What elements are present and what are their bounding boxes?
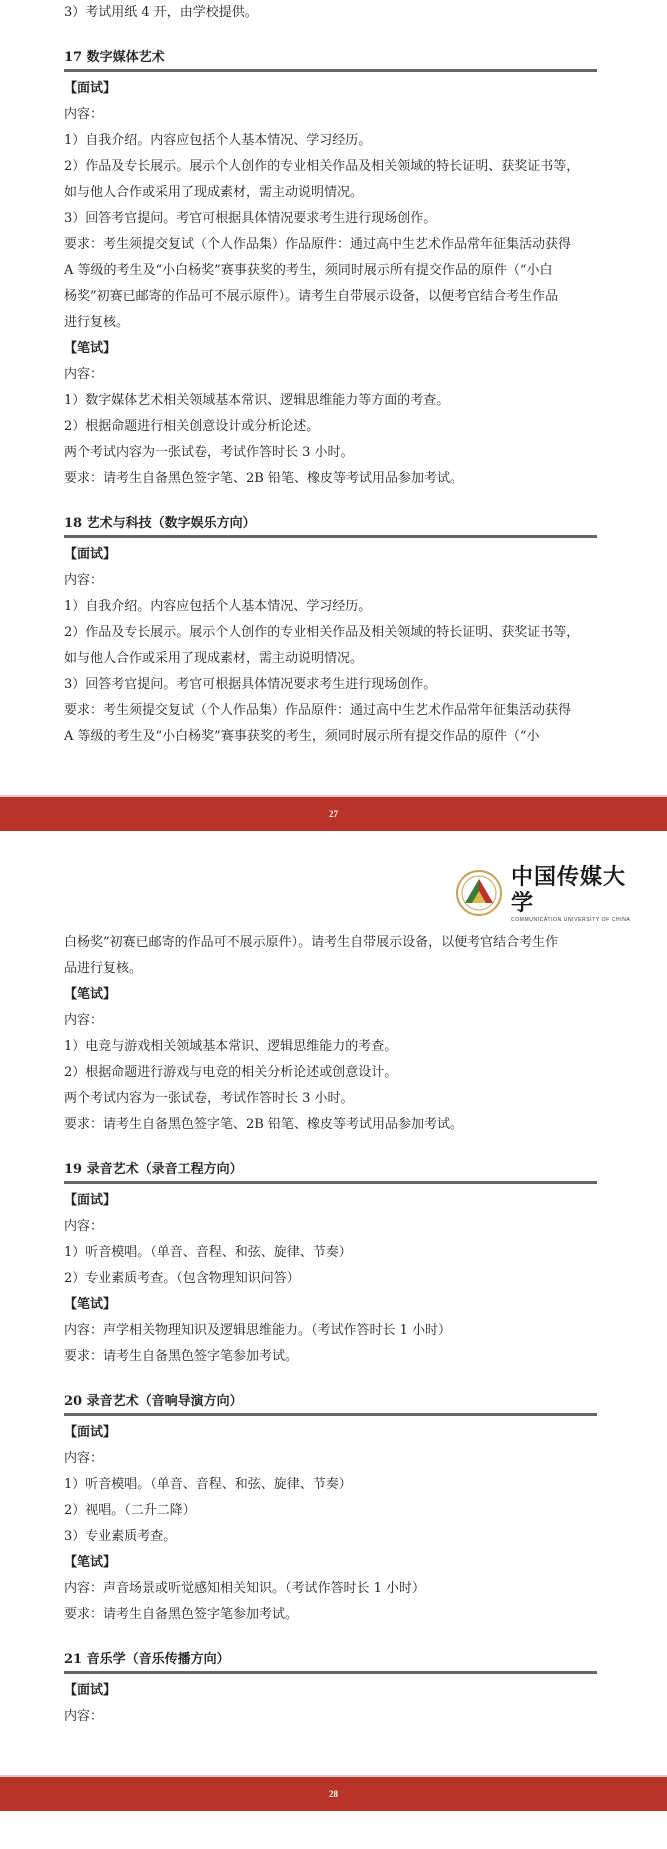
section-divider (64, 1413, 597, 1416)
paragraph-line: 2）根据命题进行游戏与电竞的相关分析论述或创意设计。 (64, 1065, 398, 1080)
logo-chinese-name: 中国传媒大学 (511, 863, 627, 916)
interview-heading: 【面试】 (64, 81, 117, 96)
paragraph-line: 杨奖”初赛已邮寄的作品可不展示原件）。请考生自带展示设备，以便考官结合考生作品 (64, 289, 559, 304)
paragraph-line: 2）视唱。（二升二降） (64, 1503, 196, 1518)
paragraph-line: 内容：声学相关物理知识及逻辑思维能力。（考试作答时长 1 小时） (64, 1323, 452, 1338)
logo-english-name: COMMUNICATION UNIVERSITY OF CHINA (511, 916, 631, 923)
paragraph-line: 要求：请考生自备黑色签字笔参加考试。 (64, 1349, 299, 1364)
paragraph-line: 如与他人合作或采用了现成素材，需主动说明情况。 (64, 651, 364, 666)
paragraph-line: 白杨奖”初赛已邮寄的作品可不展示原件）。请考生自带展示设备，以便考官结合考生作 (64, 935, 559, 950)
paragraph-line: 要求：考生须提交复试（个人作品集）作品原件：通过高中生艺术作品常年征集活动获得 (64, 703, 572, 718)
paragraph-line: 2）作品及专长展示。展示个人创作的专业相关作品及相关领域的特长证明、获奖证书等， (64, 625, 580, 640)
paragraph-line: 如与他人合作或采用了现成素材，需主动说明情况。 (64, 185, 364, 200)
content-label: 内容： (64, 573, 104, 588)
section-title-21: 21 音乐学（音乐传播方向） (64, 1652, 230, 1667)
interview-heading: 【面试】 (64, 1193, 117, 1208)
paragraph-line: 品进行复核。 (64, 961, 143, 976)
next-page-top (0, 1811, 667, 1849)
paragraph-line: 要求：考生须提交复试（个人作品集）作品原件：通过高中生艺术作品常年征集活动获得 (64, 237, 572, 252)
paragraph-line: 1）听音模唱。（单音、音程、和弦、旋律、节奏） (64, 1245, 352, 1260)
content-label: 内容： (64, 1013, 104, 1028)
paragraph-line: 两个考试内容为一张试卷，考试作答时长 3 小时。 (64, 1091, 354, 1106)
paragraph-line: 要求：请考生自备黑色签字笔参加考试。 (64, 1607, 299, 1622)
paragraph-line: A 等级的考生及“小白杨奖”赛事获奖的考生，须同时展示所有提交作品的原件（“小白 (64, 263, 553, 278)
paragraph-line: 1）数字媒体艺术相关领域基本常识、逻辑思维能力等方面的考查。 (64, 393, 450, 408)
section-divider (64, 535, 597, 538)
page-number: 28 (329, 1789, 338, 1799)
interview-heading: 【面试】 (64, 1425, 117, 1440)
paragraph-line: 两个考试内容为一张试卷，考试作答时长 3 小时。 (64, 445, 354, 460)
paragraph-line: 要求：请考生自备黑色签字笔、2B 铅笔、橡皮等考试用品参加考试。 (64, 1117, 463, 1132)
section-divider (64, 1181, 597, 1184)
paragraph-line: A 等级的考生及“小白杨奖”赛事获奖的考生，须同时展示所有提交作品的原件（“小 (64, 729, 540, 744)
content-label: 内容： (64, 367, 104, 382)
document-page-27 (0, 0, 667, 795)
paragraph-line: 3）回答考官提问。考官可根据具体情况要求考生进行现场创作。 (64, 211, 437, 226)
interview-heading: 【面试】 (64, 1683, 117, 1698)
university-seal-icon (455, 869, 503, 917)
section-divider (64, 69, 597, 72)
page-footer-27 (0, 797, 667, 831)
section-title-18: 18 艺术与科技（数字娱乐方向） (64, 516, 256, 531)
paragraph-line: 2）专业素质考查。（包含物理知识问答） (64, 1271, 300, 1286)
paragraph-line: 内容：声音场景或听觉感知相关知识。（考试作答时长 1 小时） (64, 1581, 426, 1596)
university-logo (455, 863, 645, 923)
interview-heading: 【面试】 (64, 547, 117, 562)
content-label: 内容： (64, 1451, 104, 1466)
section-title-19: 19 录音艺术（录音工程方向） (64, 1162, 243, 1177)
page-footer-28 (0, 1777, 667, 1811)
section-divider (64, 1671, 597, 1674)
paragraph-line: 2）作品及专长展示。展示个人创作的专业相关作品及相关领域的特长证明、获奖证书等， (64, 159, 580, 174)
paragraph-line: 1）自我介绍。内容应包括个人基本情况、学习经历。 (64, 599, 372, 614)
content-label: 内容： (64, 1219, 104, 1234)
written-heading: 【笔试】 (64, 1297, 117, 1312)
content-label: 内容： (64, 1709, 104, 1724)
paragraph-line: 3）专业素质考查。 (64, 1529, 177, 1544)
page-body (64, 930, 597, 1730)
page-number: 27 (329, 809, 338, 819)
content-label: 内容： (64, 107, 104, 122)
paragraph-line: 2）根据命题进行相关创意设计或分析论述。 (64, 419, 320, 434)
written-heading: 【笔试】 (64, 341, 117, 356)
page-body (64, 0, 597, 750)
paragraph-line: 1）自我介绍。内容应包括个人基本情况、学习经历。 (64, 133, 372, 148)
section-title-20: 20 录音艺术（音响导演方向） (64, 1394, 243, 1409)
paragraph-line: 3）考试用纸 4 开，由学校提供。 (64, 5, 258, 20)
paragraph-line: 进行复核。 (64, 315, 130, 330)
written-heading: 【笔试】 (64, 1555, 117, 1570)
paragraph-line: 1）听音模唱。（单音、音程、和弦、旋律、节奏） (64, 1477, 352, 1492)
paragraph-line: 3）回答考官提问。考官可根据具体情况要求考生进行现场创作。 (64, 677, 437, 692)
written-heading: 【笔试】 (64, 987, 117, 1002)
paragraph-line: 1）电竞与游戏相关领域基本常识、逻辑思维能力的考查。 (64, 1039, 398, 1054)
section-title-17: 17 数字媒体艺术 (64, 50, 165, 65)
paragraph-line: 要求：请考生自备黑色签字笔、2B 铅笔、橡皮等考试用品参加考试。 (64, 471, 463, 486)
document-page-28 (0, 835, 667, 1845)
